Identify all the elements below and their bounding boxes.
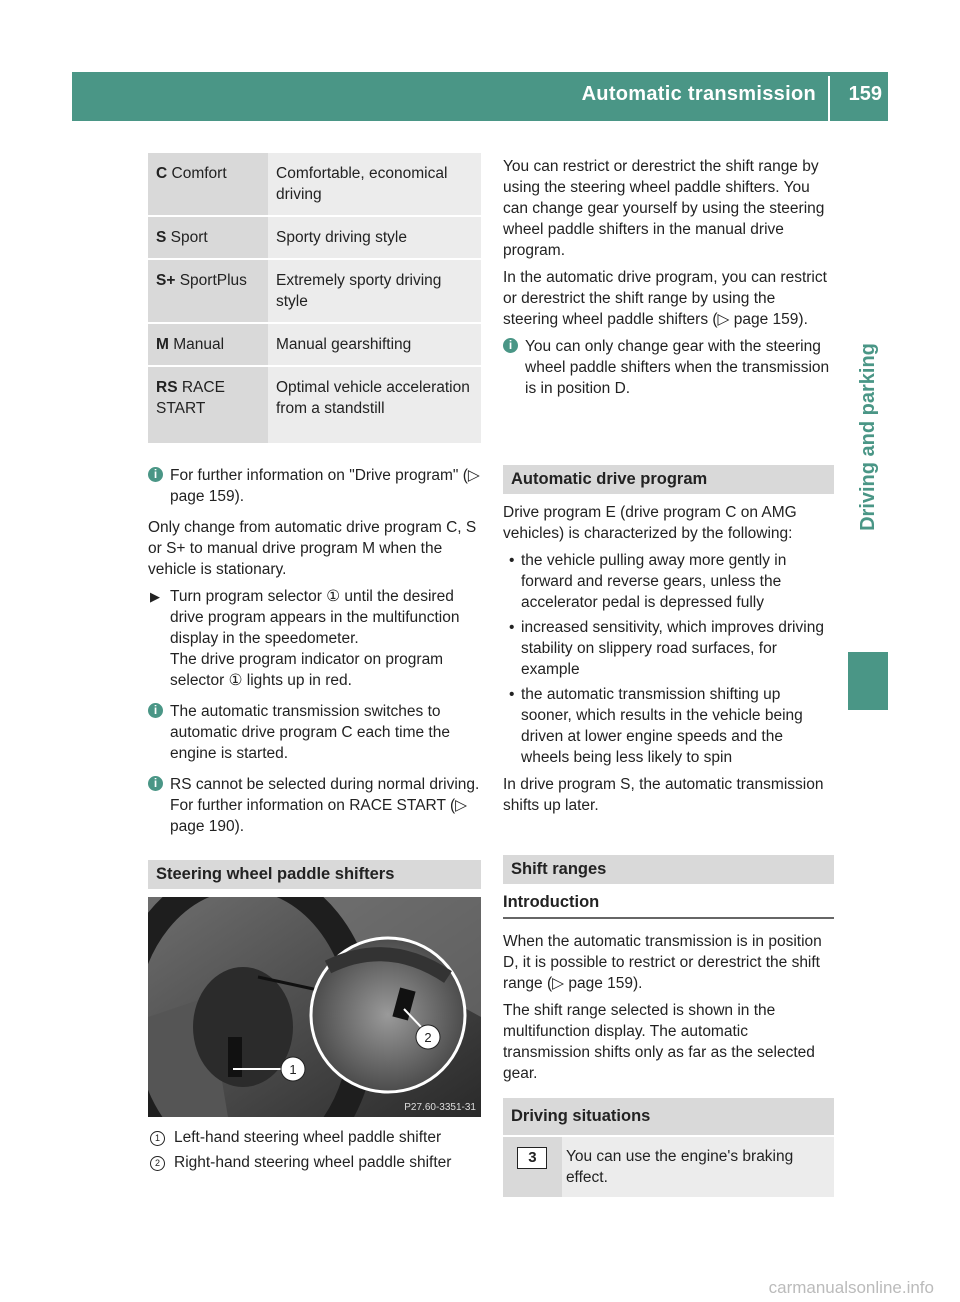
list-item: • the vehicle pulling away more gently in forward and reverse gears, unless the accelerator pedal is depressed fully — [521, 550, 834, 613]
drive-program-table — [148, 153, 481, 445]
info-note: i You can only change gear with the steering wheel paddle shifters when the transmission is in position D. — [503, 336, 834, 399]
right-column-lower — [503, 855, 834, 1197]
step-arrow-icon: ▶ — [150, 589, 160, 604]
section-title: Automatic drive program — [503, 465, 834, 494]
paragraph: You can restrict or derestrict the shift range by using the steering wheel paddle shifters. You can change gear yourself by using the steering wheel paddle shifters in the manual drive program. — [503, 158, 825, 259]
right-column-mid — [503, 465, 834, 822]
table-row — [503, 1135, 834, 1197]
description-cell: Manual gearshifting — [268, 323, 481, 366]
instruction-step: ▶ Turn program selector ① until the desired drive program appears in the multifunction display in the speedometer. The drive program indicator on program selector ① lights up in red. — [150, 588, 460, 689]
side-tab-label: Driving and parking — [857, 343, 879, 531]
paragraph: Drive program E (drive program C on AMG vehicles) is characterized by the following: — [503, 504, 797, 542]
info-icon: i — [148, 776, 163, 791]
left-column — [148, 153, 481, 847]
watermark: carmanualsonline.info — [768, 1278, 934, 1297]
gear-icon: 3 — [517, 1147, 547, 1169]
figure-code: P27.60-3351-31 — [404, 1102, 476, 1113]
paragraph: In the automatic drive program, you can restrict or derestrict the shift range by using the steering wheel paddle shifters (▷ page 159). — [503, 269, 827, 328]
side-tab-marker — [848, 652, 888, 710]
description-cell: Optimal vehicle acceleration from a standstill — [268, 366, 481, 444]
gear-cell — [503, 1137, 562, 1197]
side-tab — [848, 121, 888, 1121]
figure-caption: 2 Right-hand steering wheel paddle shifter — [148, 1152, 481, 1173]
section-title: Steering wheel paddle shifters — [148, 860, 481, 889]
table-row — [148, 366, 481, 444]
table-header: Driving situations — [503, 1098, 834, 1135]
program-cell: RS RACE START — [148, 366, 268, 444]
paddle-shifter-figure — [148, 897, 481, 1117]
page-number: 159 — [848, 83, 882, 105]
gear-description: You can use the engine's braking effect. — [565, 1148, 794, 1186]
info-note: i RS cannot be selected during normal driving. For further information on RACE START (▷ page 190). — [148, 774, 481, 837]
info-icon: i — [148, 703, 163, 718]
program-cell: M Manual — [148, 323, 268, 366]
subsection-title: Introduction — [503, 892, 834, 919]
description-cell: Sporty driving style — [268, 216, 481, 259]
paragraph: In drive program S, the automatic transmission shifts up later. — [503, 776, 824, 814]
caption-number: 1 — [150, 1131, 165, 1146]
info-icon: i — [503, 338, 518, 353]
header-divider — [828, 76, 830, 121]
table-row — [148, 153, 481, 216]
callout-1: 1 — [289, 1062, 297, 1077]
program-cell: S+ SportPlus — [148, 259, 268, 323]
program-cell: C Comfort — [148, 153, 268, 216]
right-column — [503, 156, 834, 409]
figure-caption: 1 Left-hand steering wheel paddle shifter — [148, 1127, 481, 1148]
list-item: • increased sensitivity, which improves driving stability on slippery road surfaces, for example — [521, 617, 834, 680]
table-row — [148, 259, 481, 323]
table-row — [148, 323, 481, 366]
page-header — [72, 72, 888, 121]
feature-list — [503, 550, 834, 768]
driving-situations-table — [503, 1098, 834, 1197]
paragraph: The shift range selected is shown in the multifunction display. The automatic transmission shifts only as far as the selected gear. — [503, 1002, 815, 1082]
steering-wheel-illustration — [148, 897, 481, 1117]
header-title: Automatic transmission — [581, 83, 816, 105]
paragraph: When the automatic transmission is in position D, it is possible to restrict or derestrict the shift range (▷ page 159). — [503, 933, 822, 992]
info-note: i The automatic transmission switches to automatic drive program C each time the engine is started. — [148, 701, 481, 764]
left-column-lower — [148, 860, 481, 1173]
description-cell: Extremely sporty driving style — [268, 259, 481, 323]
info-note: i For further information on "Drive program" (▷ page 159). — [148, 465, 481, 507]
list-item: • the automatic transmission shifting up sooner, which results in the vehicle being driven at lower engine speeds and the wheels being less likely to spin — [521, 684, 834, 768]
description-cell: Comfortable, economical driving — [268, 153, 481, 216]
paragraph: Only change from automatic drive program C, S or S+ to manual drive program M when the vehicle is stationary. — [148, 519, 477, 578]
section-title: Shift ranges — [503, 855, 834, 884]
caption-number: 2 — [150, 1156, 165, 1171]
callout-2: 2 — [424, 1030, 432, 1045]
info-icon: i — [148, 467, 163, 482]
program-cell: S Sport — [148, 216, 268, 259]
table-row — [148, 216, 481, 259]
